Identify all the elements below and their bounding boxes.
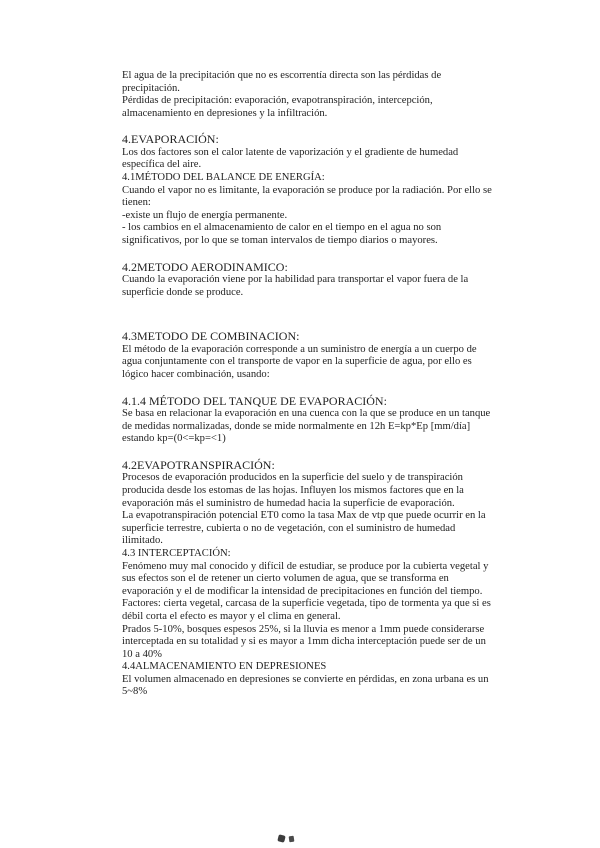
paragraph-balance-energia-item-1: -existe un flujo de energía permanente. (122, 209, 288, 221)
paragraph-interceptacion-desc: Fenómeno muy mal conocido y difícil de estudiar, se produce por la cubierta vegetal y sus efectos son el de retener un cierto volumen de agua, que se transforma en evaporación y el de modificar la intensidad de precipitaciones en función del tiempo. (122, 560, 489, 597)
document-content (122, 70, 492, 699)
paragraph-metodo-aerodinamico-desc: Cuando la evaporación viene por la habilidad para transportar el vapor fuera de la superficie donde se produce. (122, 274, 469, 298)
paragraph-evapotranspiracion-desc-2: La evapotranspiración potencial ET0 como la tasa Max de vtp que puede ocurrir en la superficie terrestre, cubierta o no de vegetación, con el suministro de humedad ilimitado. (122, 510, 486, 547)
paragraph-precipitation-losses: El agua de la precipitación que no es escorrentía directa son las pérdidas de precipitación. (122, 70, 442, 94)
heading-metodo-aerodinamico: 4.2METODO AERODINAMICO: (122, 259, 288, 274)
heading-evaporacion: 4.EVAPORACIÓN: (122, 132, 219, 147)
paragraph-tanque-evaporacion-desc: Se basa en relacionar la evaporación en una cuenca con la que se produce en un tanque de medidas normalizadas, donde se mide normalmente en 12h E=kp*Ep [mm/día] estando kp=(0<=kp=<1) (122, 408, 491, 445)
paragraph-interceptacion-factores: Factores: cierta vegetal, carcasa de la superficie vegetada, tipo de tormenta ya que si es débil corta el efecto es mayor y el clima en general. (122, 598, 491, 622)
paragraph-evapotranspiracion-desc-1: Procesos de evaporación producidos en la superficie del suelo y de transpiración producida desde los estomas de las hojas. Influyen los mismos factores que en la evaporación más el suministro de humedad hacia la superficie de evaporación. (122, 472, 464, 509)
paragraph-balance-energia-intro: Cuando el vapor no es limitante, la evaporación se produce por la radiación. Por ello se tienen: (122, 184, 492, 209)
heading-metodo-combinacion: 4.3METODO DE COMBINACION: (122, 329, 300, 344)
heading-almacenamiento-depresiones: 4.4ALMACENAMIENTO EN DEPRESIONES (122, 661, 327, 673)
heading-balance-energia: 4.1MÉTODO DEL BALANCE DE ENERGÍA: (122, 172, 325, 184)
paragraph-interceptacion-porcentajes: Prados 5-10%, bosques espesos 25%, si la lluvia es menor a 1mm puede considerarse interceptada en su totalidad y si es mayor a 1mm dicha interceptación puede ser de un 10 a 40% (122, 623, 486, 660)
paragraph-balance-energia-item-2: - los cambios en el almacenamiento de calor en el tiempo en el agua no son significativos, por lo que se toman intervalos de tiempo diarios o mayores. (122, 222, 442, 247)
footer-smudge-mark-2 (289, 836, 295, 843)
paragraph-losses-types: Pérdidas de precipitación: evaporación, evapotranspiración, intercepción, almacenamiento en depresiones y la infiltración. (122, 95, 433, 119)
heading-evapotranspiracion: 4.2EVAPOTRANSPIRACIÓN: (122, 457, 275, 472)
footer-smudge-mark-1 (277, 834, 285, 842)
heading-tanque-evaporacion: 4.1.4 MÉTODO DEL TANQUE DE EVAPORACIÓN: (122, 393, 387, 408)
paragraph-almacenamiento-depresiones-desc: El volumen almacenado en depresiones se convierte en pérdidas, en zona urbana es un 5~8% (122, 673, 489, 698)
paragraph-metodo-combinacion-desc: El método de la evaporación corresponde a un suministro de energía a un cuerpo de agua conjuntamente con el transporte de vapor en la superficie de agua, por ello es lógico hacer combinación, usando: (122, 343, 477, 380)
heading-interceptacion: 4.3 INTERCEPTACIÓN: (122, 547, 231, 559)
paragraph-evaporacion-factors: Los dos factores son el calor latente de vaporización y el gradiente de humedad específica del aire. (122, 146, 459, 171)
footer-smudge (278, 829, 312, 841)
